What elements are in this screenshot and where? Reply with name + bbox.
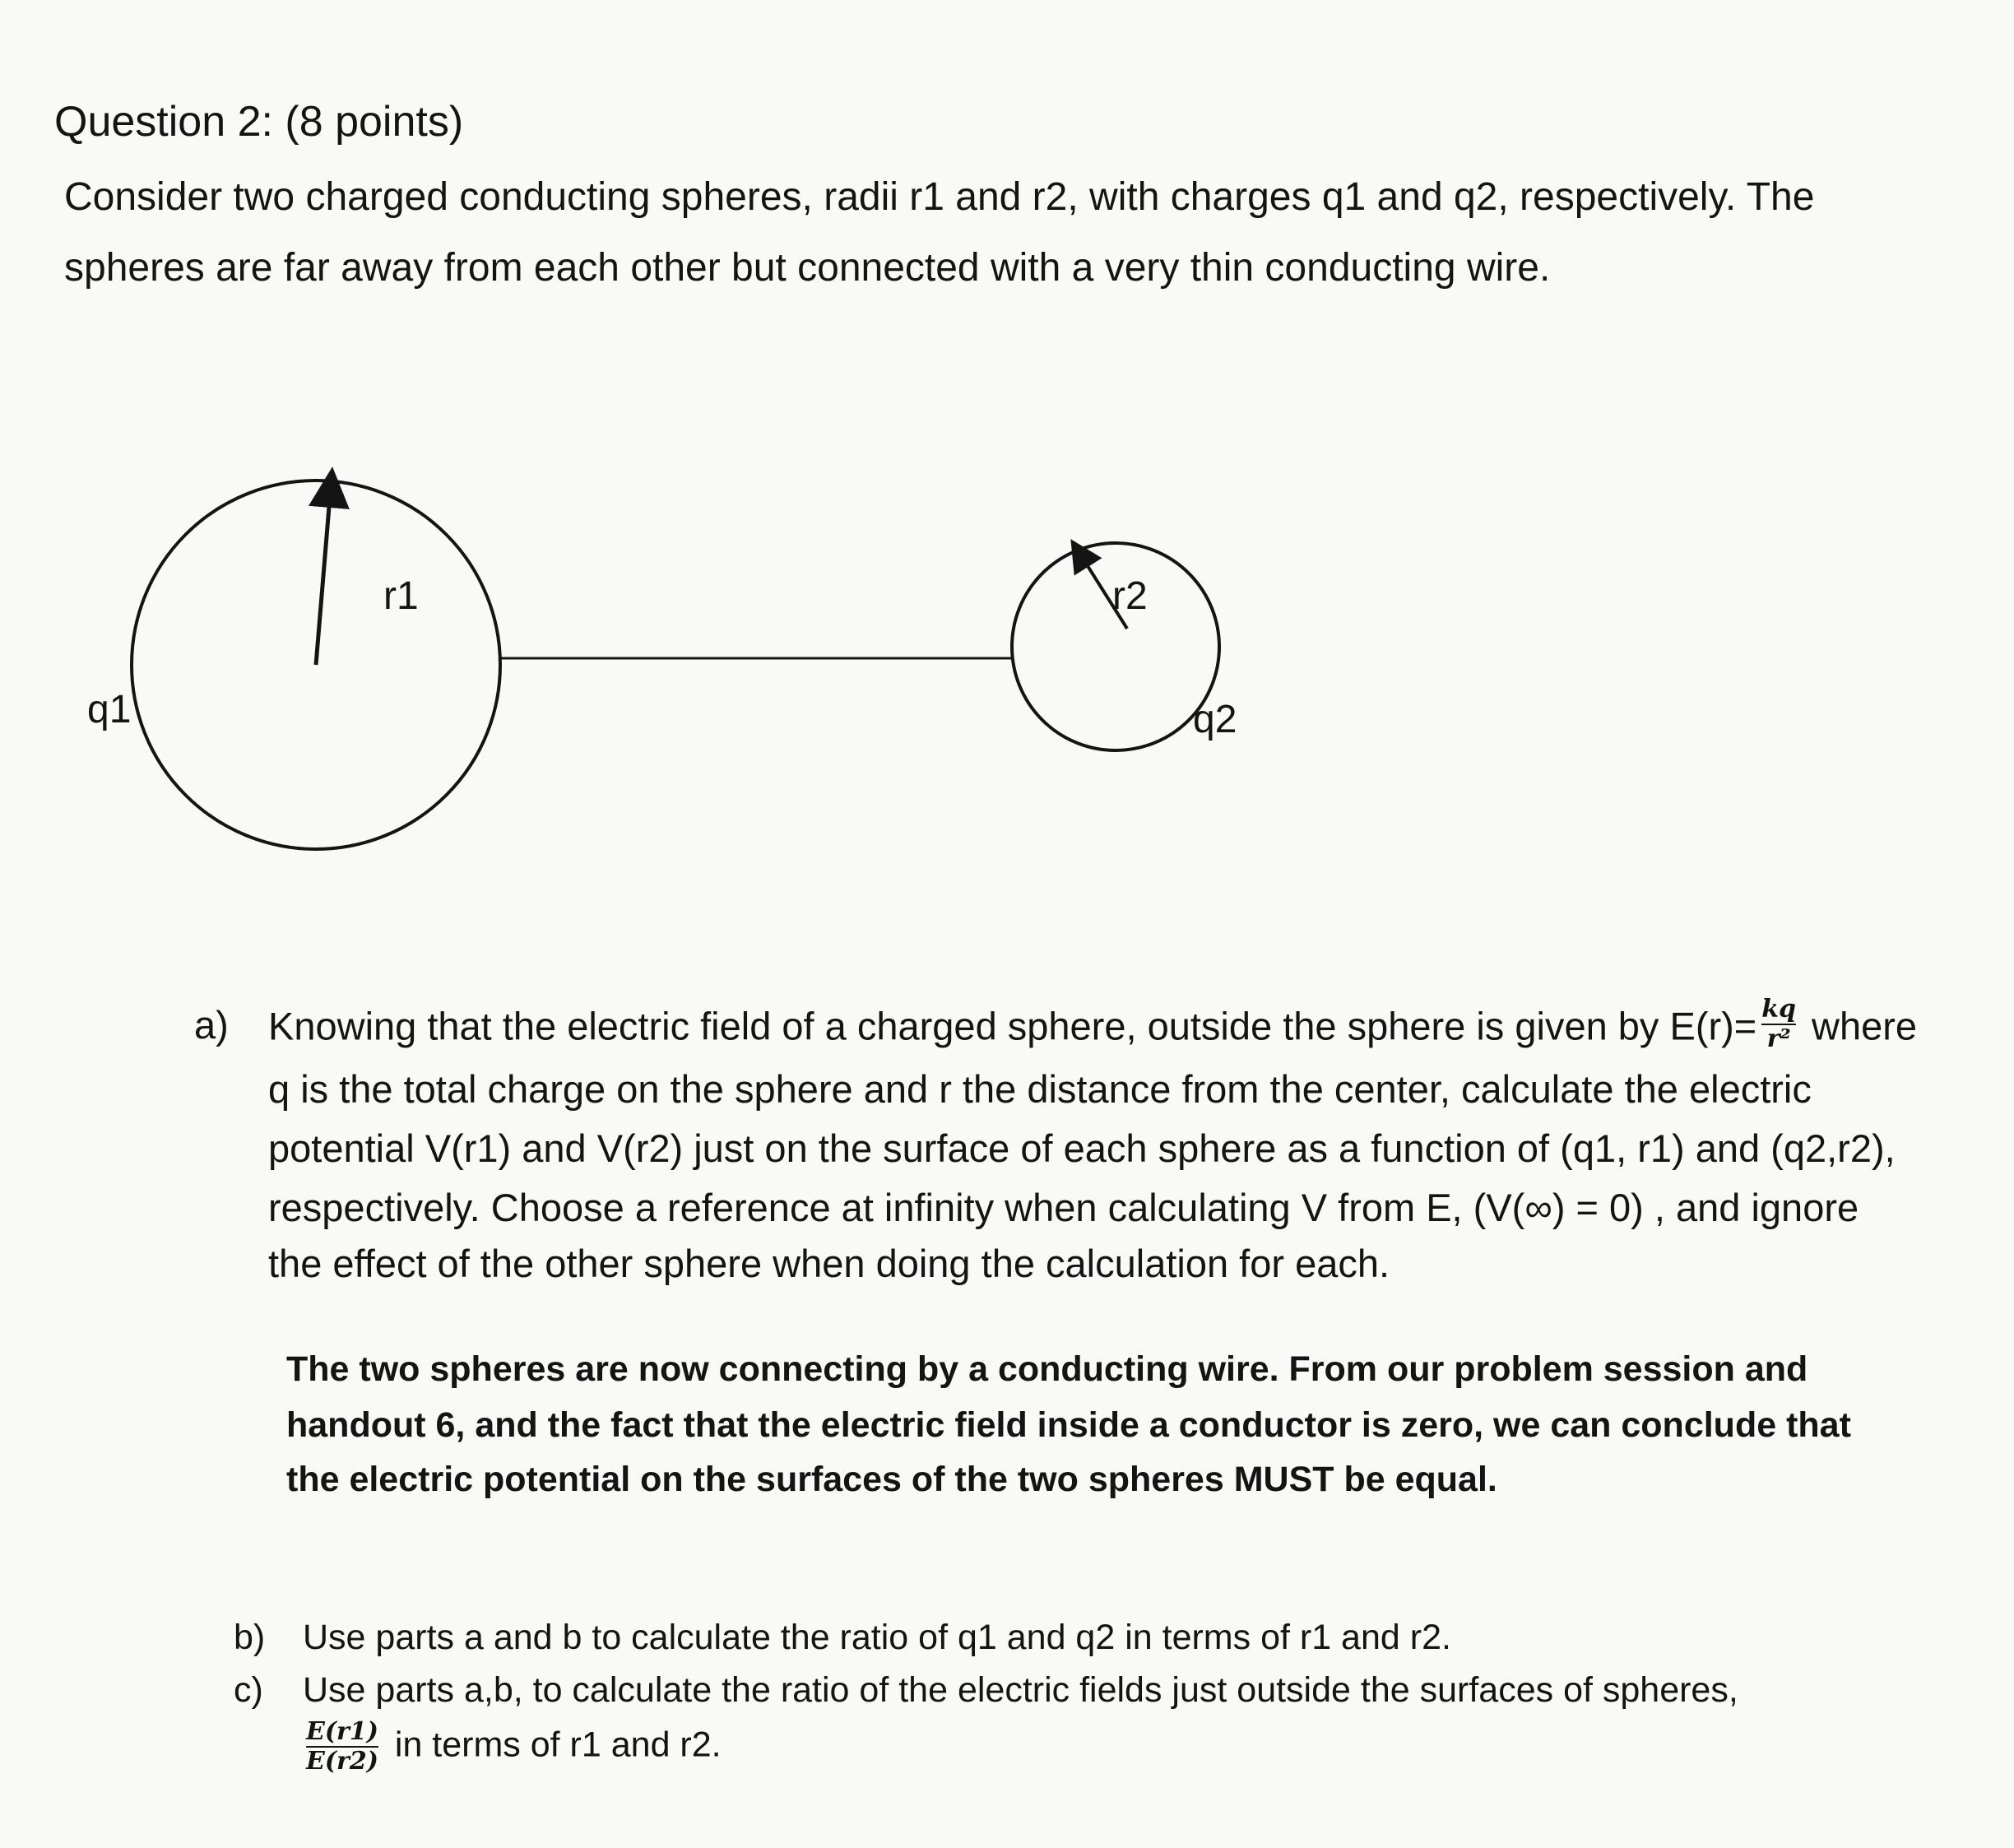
intro-line-2: spheres are far away from each other but connected with a very thin conducting wire.	[64, 246, 1551, 290]
ratio-denominator: E(r2)	[306, 1747, 378, 1776]
note-line-2: handout 6, and the fact that the electric field inside a conductor is zero, we can conclude that	[286, 1405, 1851, 1445]
note-line-3: the electric potential on the surfaces of the two spheres MUST be equal.	[286, 1460, 1497, 1499]
formula-numerator: kq	[1761, 995, 1796, 1024]
question-title: Question 2: (8 points)	[54, 98, 464, 146]
label-q2: q2	[1193, 698, 1237, 741]
part-a-line-5: the effect of the other sphere when doing the calculation for each.	[268, 1242, 1390, 1285]
radius-arrow-r1	[316, 487, 331, 665]
field-ratio-fraction	[306, 1717, 378, 1776]
ratio-numerator: E(r1)	[306, 1717, 378, 1746]
part-c-label: c)	[234, 1670, 263, 1710]
part-a-line-1-end: where	[1801, 1004, 1918, 1048]
label-q1: q1	[87, 688, 132, 731]
part-b-text: Use parts a and b to calculate the ratio of q1 and q2 in terms of r1 and r2.	[303, 1618, 1451, 1657]
part-a-line-4: respectively. Choose a reference at infinity when calculating V from E, (V(∞) = 0) , and ignore	[268, 1186, 1859, 1229]
part-c-line-1: Use parts a,b, to calculate the ratio of the electric fields just outside the surfaces of spheres,	[303, 1670, 1738, 1710]
intro-line-1: Consider two charged conducting spheres, radii r1 and r2, with charges q1 and q2, respectively. The	[64, 175, 1815, 219]
note-line-1: The two spheres are now connecting by a conducting wire. From our problem session and	[286, 1349, 1808, 1389]
spheres-diagram	[0, 461, 2014, 889]
part-a-line-2: q is the total charge on the sphere and r the distance from the center, calculate the electric	[268, 1067, 1812, 1111]
part-a-line-1-text: Knowing that the electric field of a charged sphere, outside the sphere is given by E(r)=	[268, 1004, 1757, 1048]
part-a-label: a)	[194, 1003, 229, 1047]
field-formula-fraction	[1761, 997, 1796, 1052]
part-c-line-2-text: in terms of r1 and r2.	[384, 1725, 722, 1765]
label-r2: r2	[1112, 574, 1148, 618]
part-b-label: b)	[234, 1618, 266, 1657]
part-a-line-1	[268, 995, 1918, 1056]
label-r1: r1	[383, 574, 419, 618]
part-a-line-3: potential V(r1) and V(r2) just on the surface of each sphere as a function of (q1, r1) and (q2,r2),	[268, 1126, 1896, 1170]
formula-denominator: r²	[1766, 1024, 1791, 1053]
part-c-line-2	[306, 1717, 722, 1776]
